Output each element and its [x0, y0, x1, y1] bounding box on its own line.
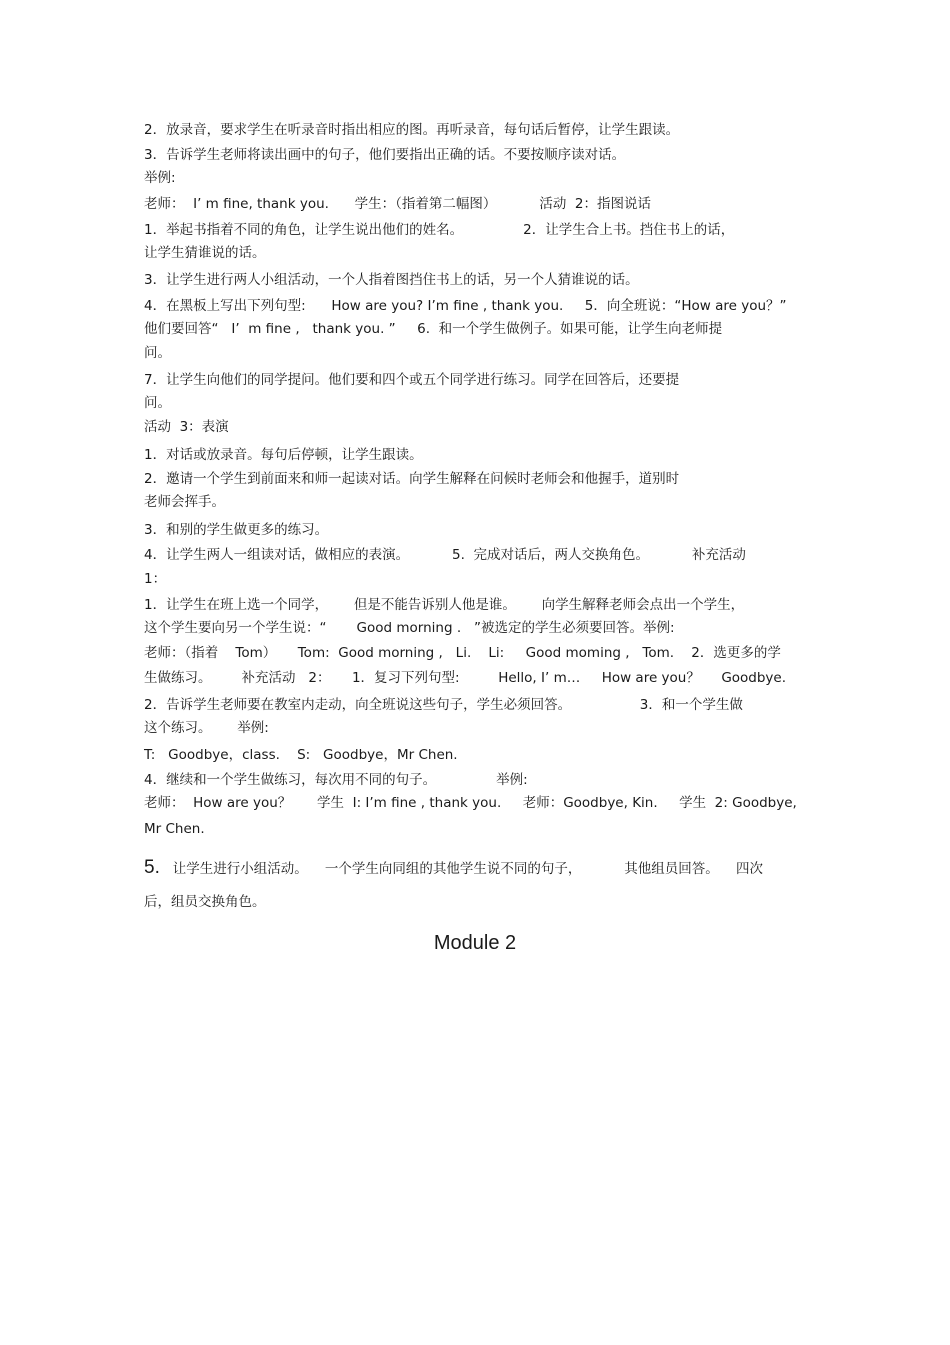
- text-line: 老师： I’ m fine, thank you. 学生：（指着第二幅图） 活动 2：指图说话: [144, 196, 652, 212]
- item-5-text: 让学生进行小组活动。 一个学生向同组的其他学生说不同的句子， 其他组员回答。 四次: [159, 861, 763, 877]
- text-line: 老师：（指着 Tom） Tom: Good morning , Li. Li: Good moming , Tom. 2．选更多的学: [144, 645, 781, 661]
- text-line: 问。: [144, 345, 171, 361]
- text-line: 3．告诉学生老师将读出画中的句子，他们要指出正确的话。不要按顺序读对话。: [144, 147, 626, 163]
- item-5-continuation: 后，组员交换角色。: [144, 894, 266, 910]
- text-line: 老师会挥手。: [144, 494, 225, 510]
- text-line: T: Goodbye，class. S: Goodbye，Mr Chen.: [144, 747, 458, 763]
- text-line: 3．让学生进行两人小组活动，一个人指着图挡住书上的话，另一个人猜谁说的话。: [144, 272, 639, 288]
- text-line: 1．对话或放录音。每句后停顿，让学生跟读。: [144, 447, 423, 463]
- text-line: 4．让学生两人一组读对话，做相应的表演。 5. 完成对话后，两人交换角色。 补充活动: [144, 547, 746, 563]
- text-line: 1．举起书指着不同的角色，让学生说出他们的姓名。 2．让学生合上书。挡住书上的话，: [144, 222, 735, 238]
- text-line: 2．告诉学生老师要在教室内走动，向全班说这些句子，学生必须回答。 3．和一个学生做: [144, 697, 743, 713]
- text-line: 2．邀请一个学生到前面来和师一起读对话。向学生解释在问候时老师会和他握手，道别时: [144, 471, 680, 487]
- text-line: 4．在黑板上写出下列句型: How are you? I’m fine , thank you. 5．向全班说：“How are you？”: [144, 298, 787, 314]
- text-line: 问。: [144, 395, 171, 411]
- text-line: 让学生猜谁说的话。: [144, 245, 266, 261]
- text-line: 生做练习。 补充活动 2： 1．复习下列句型: Hello, I’ m… How are you？ Goodbye.: [144, 670, 787, 686]
- text-line: 老师： How are you？ 学生 I: I’m fine , thank you. 老师：Goodbye, Kin. 学生 2: Goodbye,: [144, 795, 797, 811]
- text-line: 4．继续和一个学生做练习，每次用不同的句子。 举例:: [144, 772, 528, 788]
- text-line: 这个学生要向另一个学生说：“ Good morning . ”被选定的学生必须要回答。举例:: [144, 620, 675, 636]
- text-line: 1：: [144, 571, 167, 587]
- item-5-line: [144, 859, 816, 878]
- text-line: 3．和别的学生做更多的练习。: [144, 522, 329, 538]
- text-line: Mr Chen.: [144, 821, 205, 837]
- module-heading: Module 2: [433, 932, 517, 954]
- text-line: 1．让学生在班上选一个同学， 但是不能告诉别人他是谁。 向学生解释老师会点出一个学生，: [144, 597, 745, 613]
- text-line: 举例:: [144, 170, 176, 186]
- text-line: 7．让学生向他们的同学提问。他们要和四个或五个同学进行练习。同学在回答后，还要提: [144, 372, 680, 388]
- text-line: 他们要回答“ I’ m fine , thank you. ” 6. 和一个学生做例子。如果可能，让学生向老师提: [144, 321, 723, 337]
- text-line: 这个练习。 举例:: [144, 720, 269, 736]
- section-heading: 活动 3：表演: [144, 419, 229, 435]
- item-5-number: 5.: [144, 857, 160, 878]
- text-line: 2．放录音，要求学生在听录音时指出相应的图。再听录音，每句话后暂停，让学生跟读。: [144, 122, 680, 138]
